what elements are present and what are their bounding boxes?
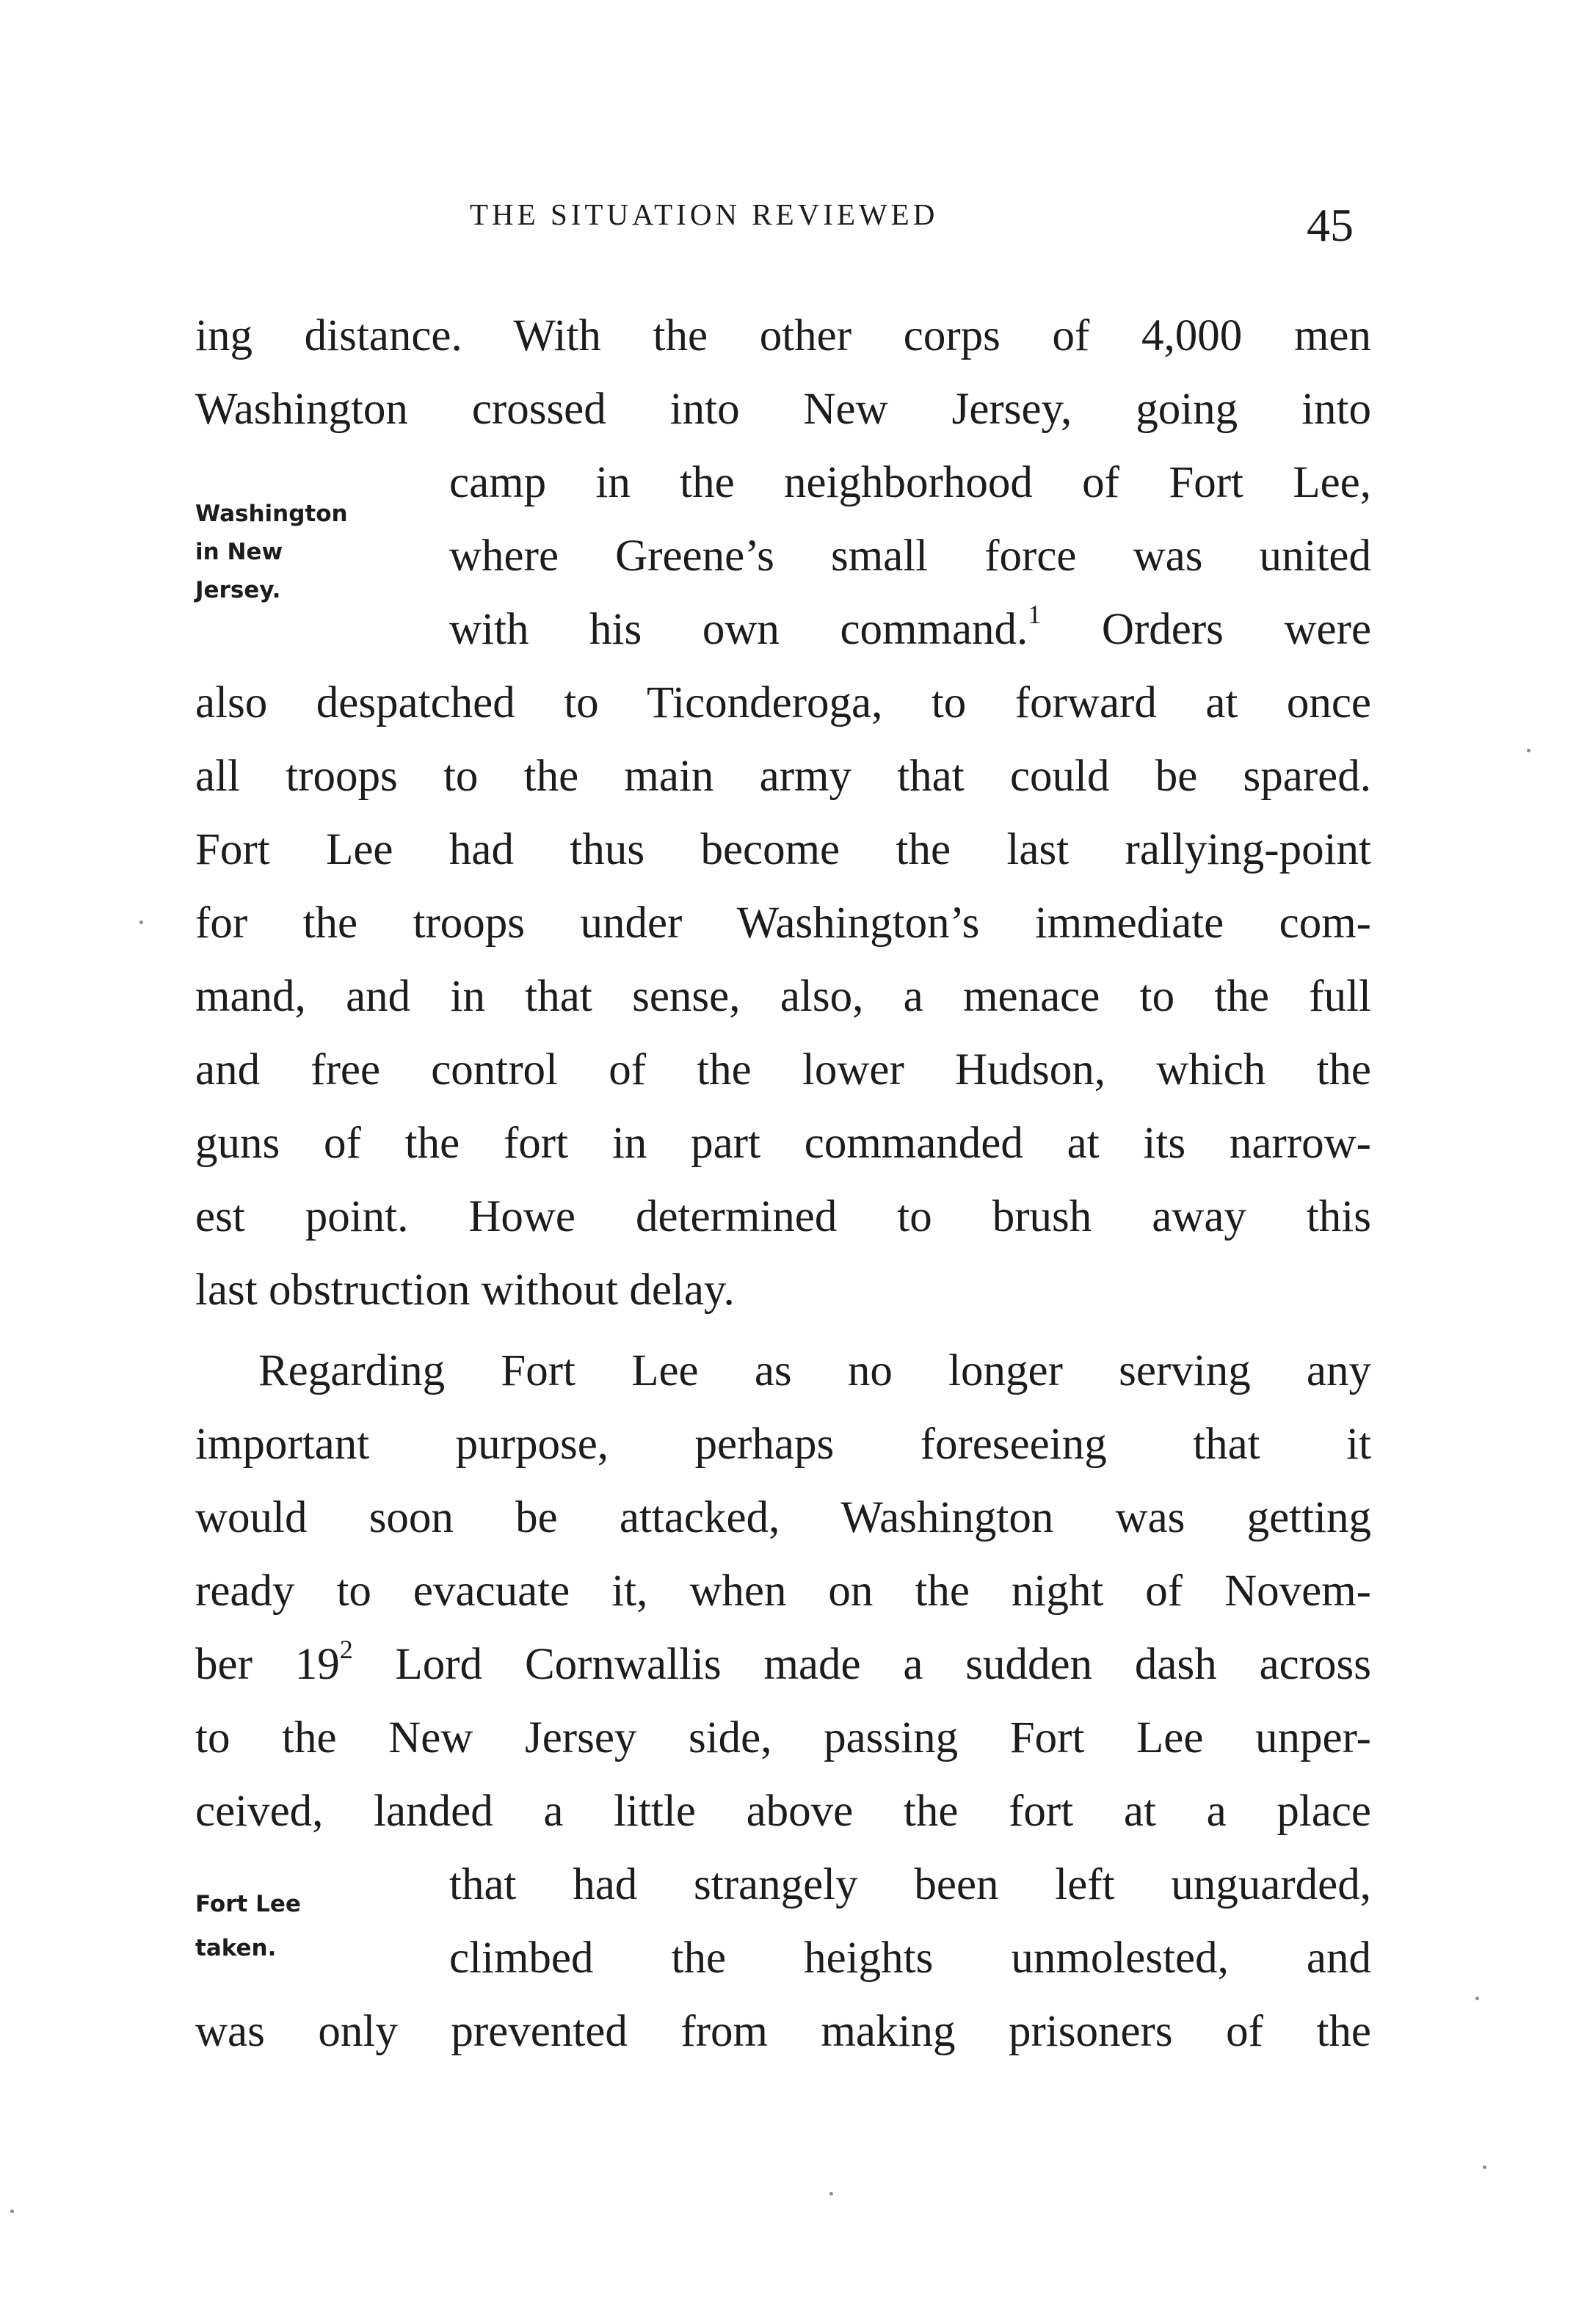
paper-speck xyxy=(10,2209,14,2213)
sidenote-line: Fort Lee xyxy=(195,1891,301,1917)
body-line: camp in the neighborhood of Fort Lee, xyxy=(449,458,1371,507)
body-line: would soon be attacked, Washington was getting xyxy=(195,1493,1371,1542)
paper-speck xyxy=(1527,749,1530,752)
body-line: guns of the fort in part commanded at its narrow- xyxy=(195,1119,1371,1168)
body-line: to the New Jersey side, passing Fort Lee unper- xyxy=(195,1713,1371,1762)
body-line: ceived, landed a little above the fort at a place xyxy=(195,1787,1371,1836)
body-line: last obstruction without delay. xyxy=(195,1266,735,1315)
body-text: ber 19 xyxy=(195,1640,340,1689)
body-line: ready to evacuate it, when on the night of Novem- xyxy=(195,1566,1371,1616)
footnote-ref: 1 xyxy=(1028,600,1042,629)
body-line: mand, and in that sense, also, a menace to the full xyxy=(195,972,1371,1021)
paper-speck xyxy=(139,920,143,924)
body-text: Orders were xyxy=(1101,605,1372,654)
sidenote-fort-lee-taken xyxy=(195,1882,301,1970)
sidenote-washington-in-new-jersey xyxy=(195,495,348,609)
body-line: that had strangely been left unguarded, xyxy=(449,1860,1371,1909)
body-line: all troops to the main army that could be spared. xyxy=(195,752,1371,801)
body-line: was only prevented from making prisoners of the xyxy=(195,2007,1371,2056)
sidenote-line: in New xyxy=(195,539,283,565)
sidenote-line: Jersey. xyxy=(195,577,281,603)
body-line: Washington crossed into New Jersey, going into xyxy=(195,385,1371,434)
sidenote-line: taken. xyxy=(195,1935,277,1961)
body-line: Regarding Fort Lee as no longer serving any xyxy=(258,1346,1371,1395)
body-text: Lord Cornwallis made a sudden dash across xyxy=(395,1640,1372,1689)
paper-speck xyxy=(1483,2165,1486,2169)
body-line: where Greene’s small force was united xyxy=(449,531,1371,581)
body-line xyxy=(195,1628,1371,1702)
body-line: est point. Howe determined to brush away this xyxy=(195,1192,1371,1241)
running-head: THE SITUATION REVIEWED xyxy=(470,197,939,231)
footnote-ref: 2 xyxy=(339,1635,353,1664)
body-line: ing distance. With the other corps of 4,000 men xyxy=(195,311,1371,360)
body-line: and free control of the lower Hudson, which the xyxy=(195,1045,1371,1094)
paper-speck xyxy=(1475,1997,1479,2000)
body-text: with his own command. xyxy=(449,605,1028,654)
body-line: Fort Lee had thus become the last rallying-point xyxy=(195,825,1371,874)
page-number: 45 xyxy=(1307,199,1354,251)
body-line: also despatched to Ticonderoga, to forward at once xyxy=(195,678,1371,727)
body-line: climbed the heights unmolested, and xyxy=(449,1933,1371,1983)
body-line xyxy=(449,593,1371,667)
sidenote-line: Washington xyxy=(195,501,348,527)
body-line: for the troops under Washington’s immediate com- xyxy=(195,898,1371,948)
paper-speck xyxy=(829,2192,833,2196)
body-line: important purpose, perhaps foreseeing that it xyxy=(195,1420,1371,1469)
